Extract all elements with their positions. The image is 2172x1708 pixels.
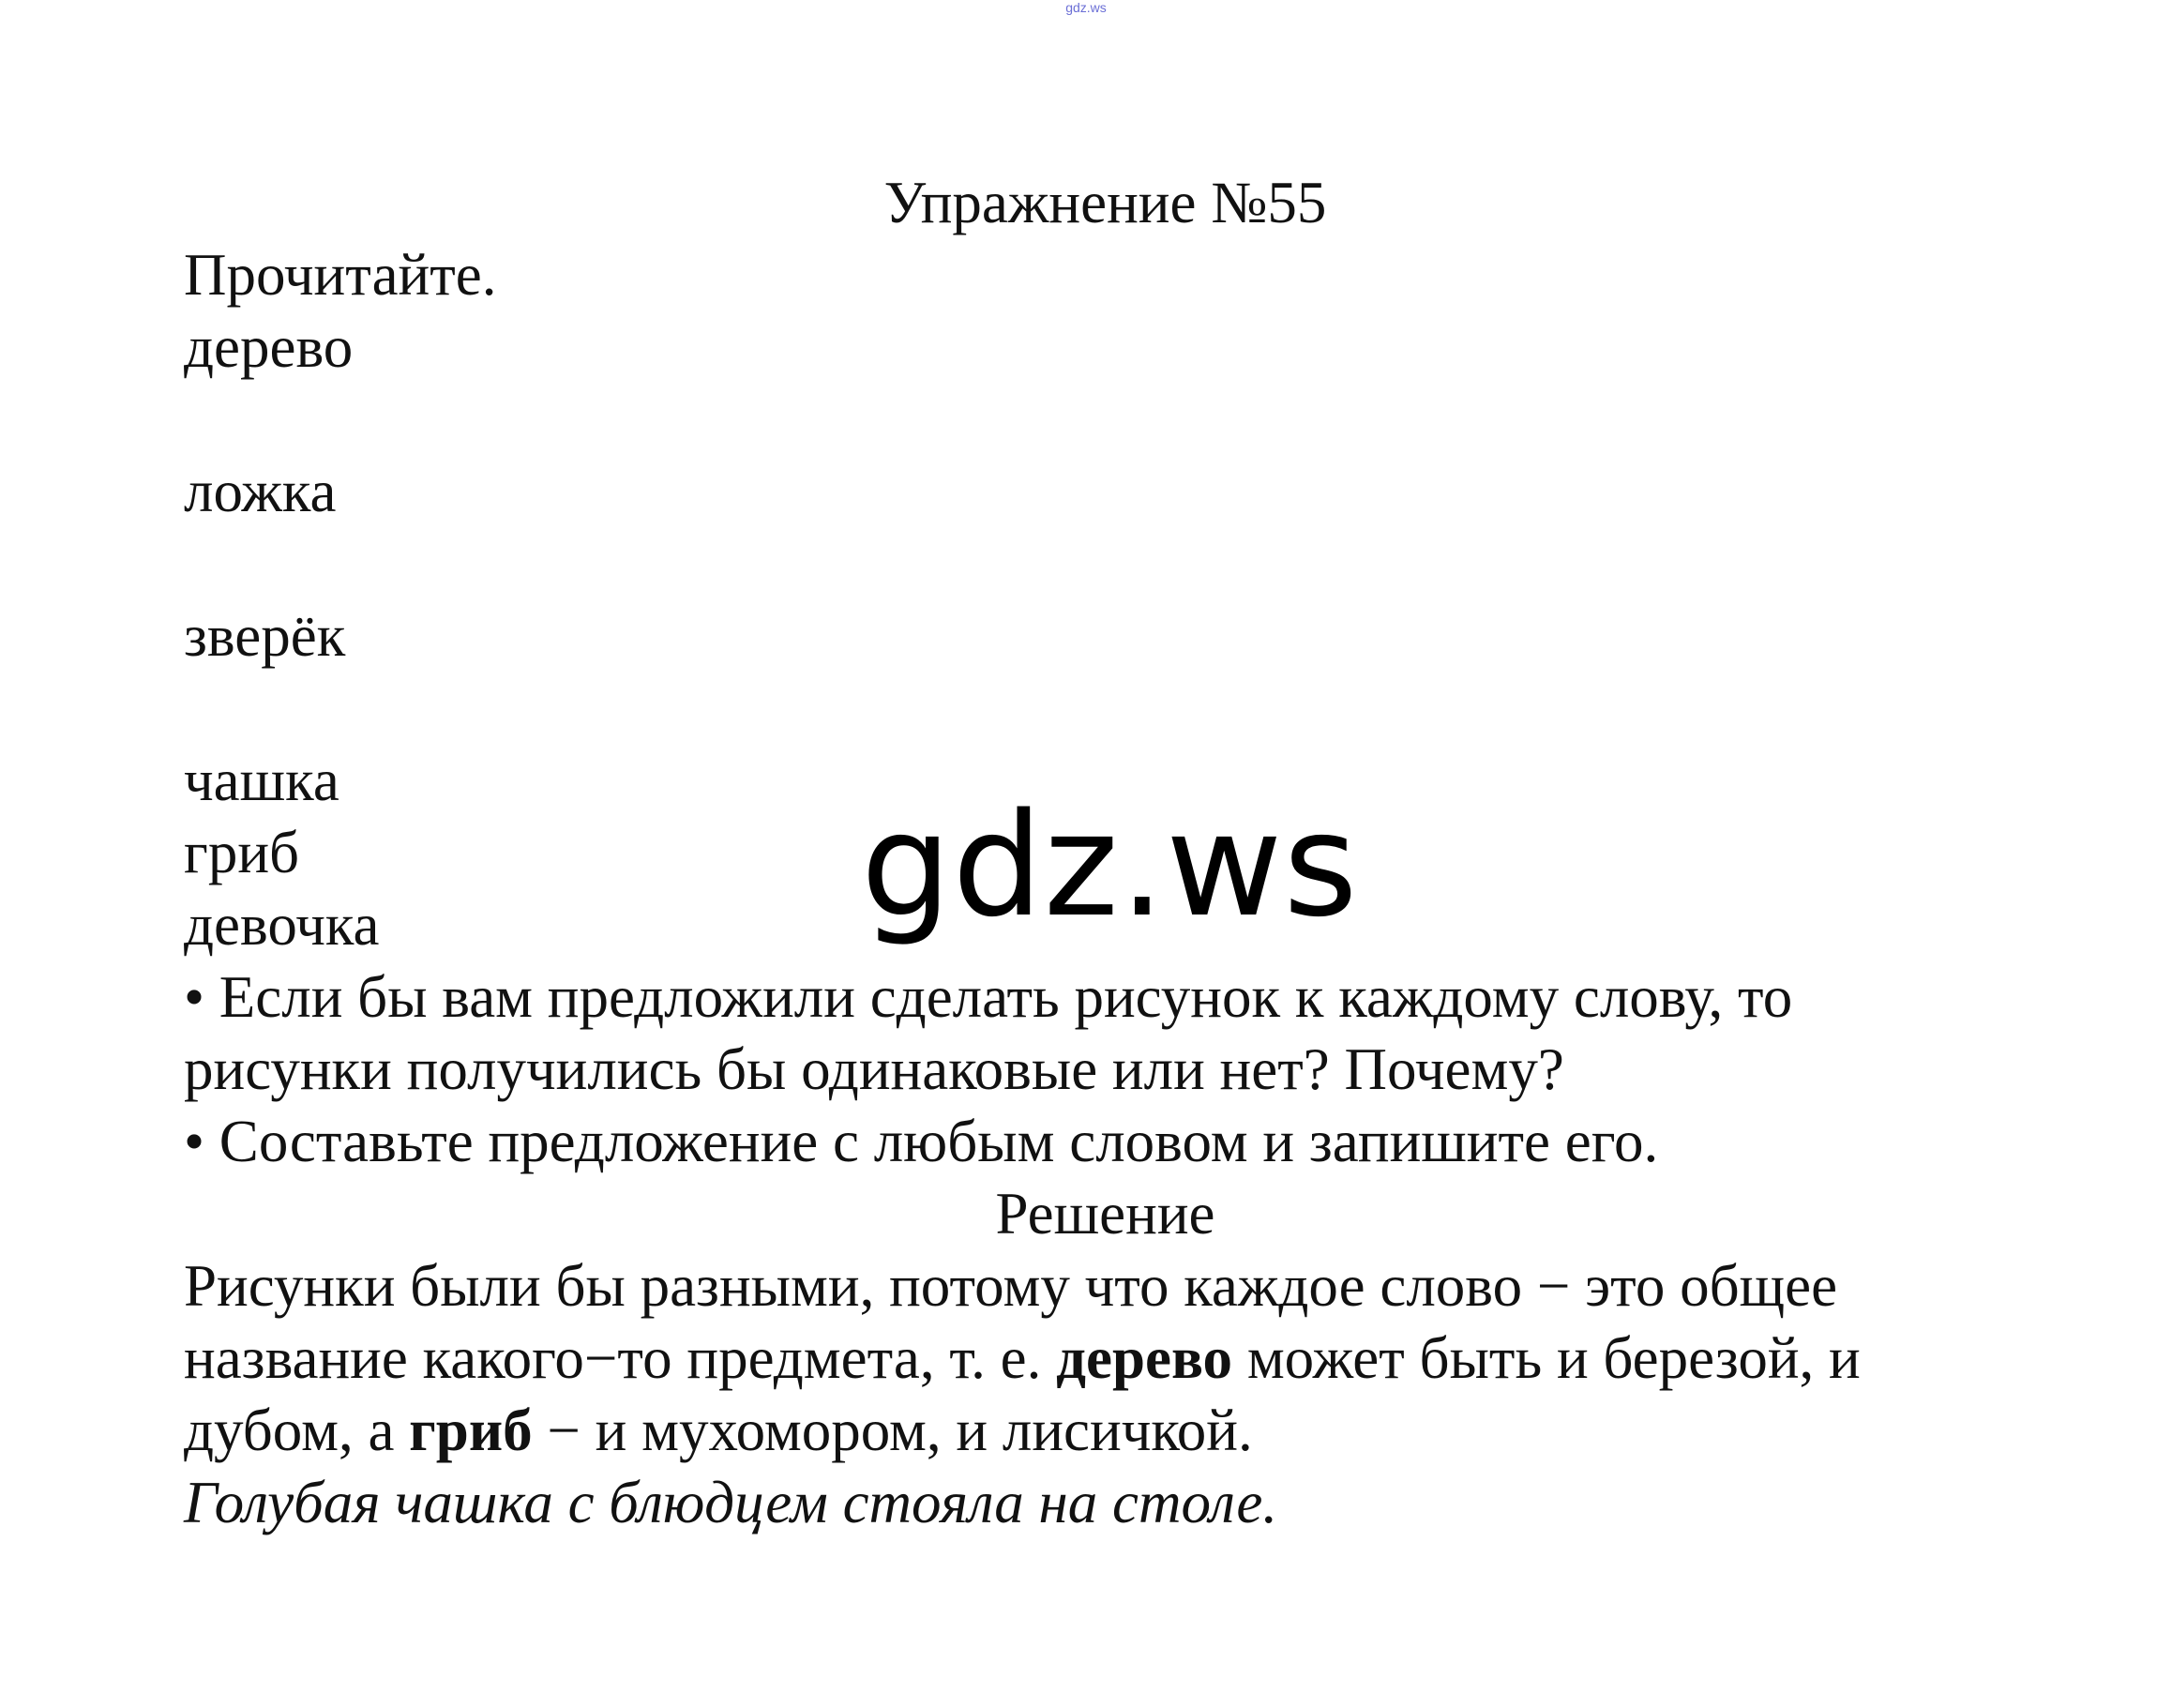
spacer [184,384,2041,456]
top-watermark-text: gdz.ws [1065,0,1107,15]
question-line: рисунки получились бы одинаковые или нет? Почему? [184,1036,1564,1102]
bold-word: гриб [409,1398,533,1463]
answer-line [184,1323,2041,1395]
spacer [184,673,2041,745]
word-item: девочка [184,892,380,958]
answer-text: дубом, а [184,1398,410,1463]
word-item: зверёк [184,603,346,669]
word-item: ложка [184,459,337,524]
solution-heading: Решение [995,1181,1215,1247]
word-item: чашка [184,748,339,813]
answer-line [184,1395,2041,1467]
question-line: • Если бы вам предложили сделать рисунок к каждому слову, то [184,964,1793,1030]
example-sentence: Голубая чашка с блюдцем стояла на столе. [184,1470,1278,1535]
answer-text: − и мухомором, и лисичкой. [532,1398,1253,1463]
answer-text: может быть и березой, и [1232,1325,1861,1391]
bold-word: дерево [1056,1325,1233,1391]
word-item: гриб [184,820,300,885]
instruction: Прочитайте. [184,242,497,308]
word-item: дерево [184,314,354,380]
question-line: • Составьте предложение с любым словом и запишите его. [184,1109,1659,1174]
spacer [184,528,2041,600]
answer-line: Рисунки были бы разными, потому что каждое слово − это общее [184,1253,1838,1319]
answer-text: название какого−то предмета, т. е. [184,1325,1057,1391]
exercise-title: Упражнение №55 [883,170,1327,235]
gdz-watermark: gdz.ws [861,782,1359,948]
